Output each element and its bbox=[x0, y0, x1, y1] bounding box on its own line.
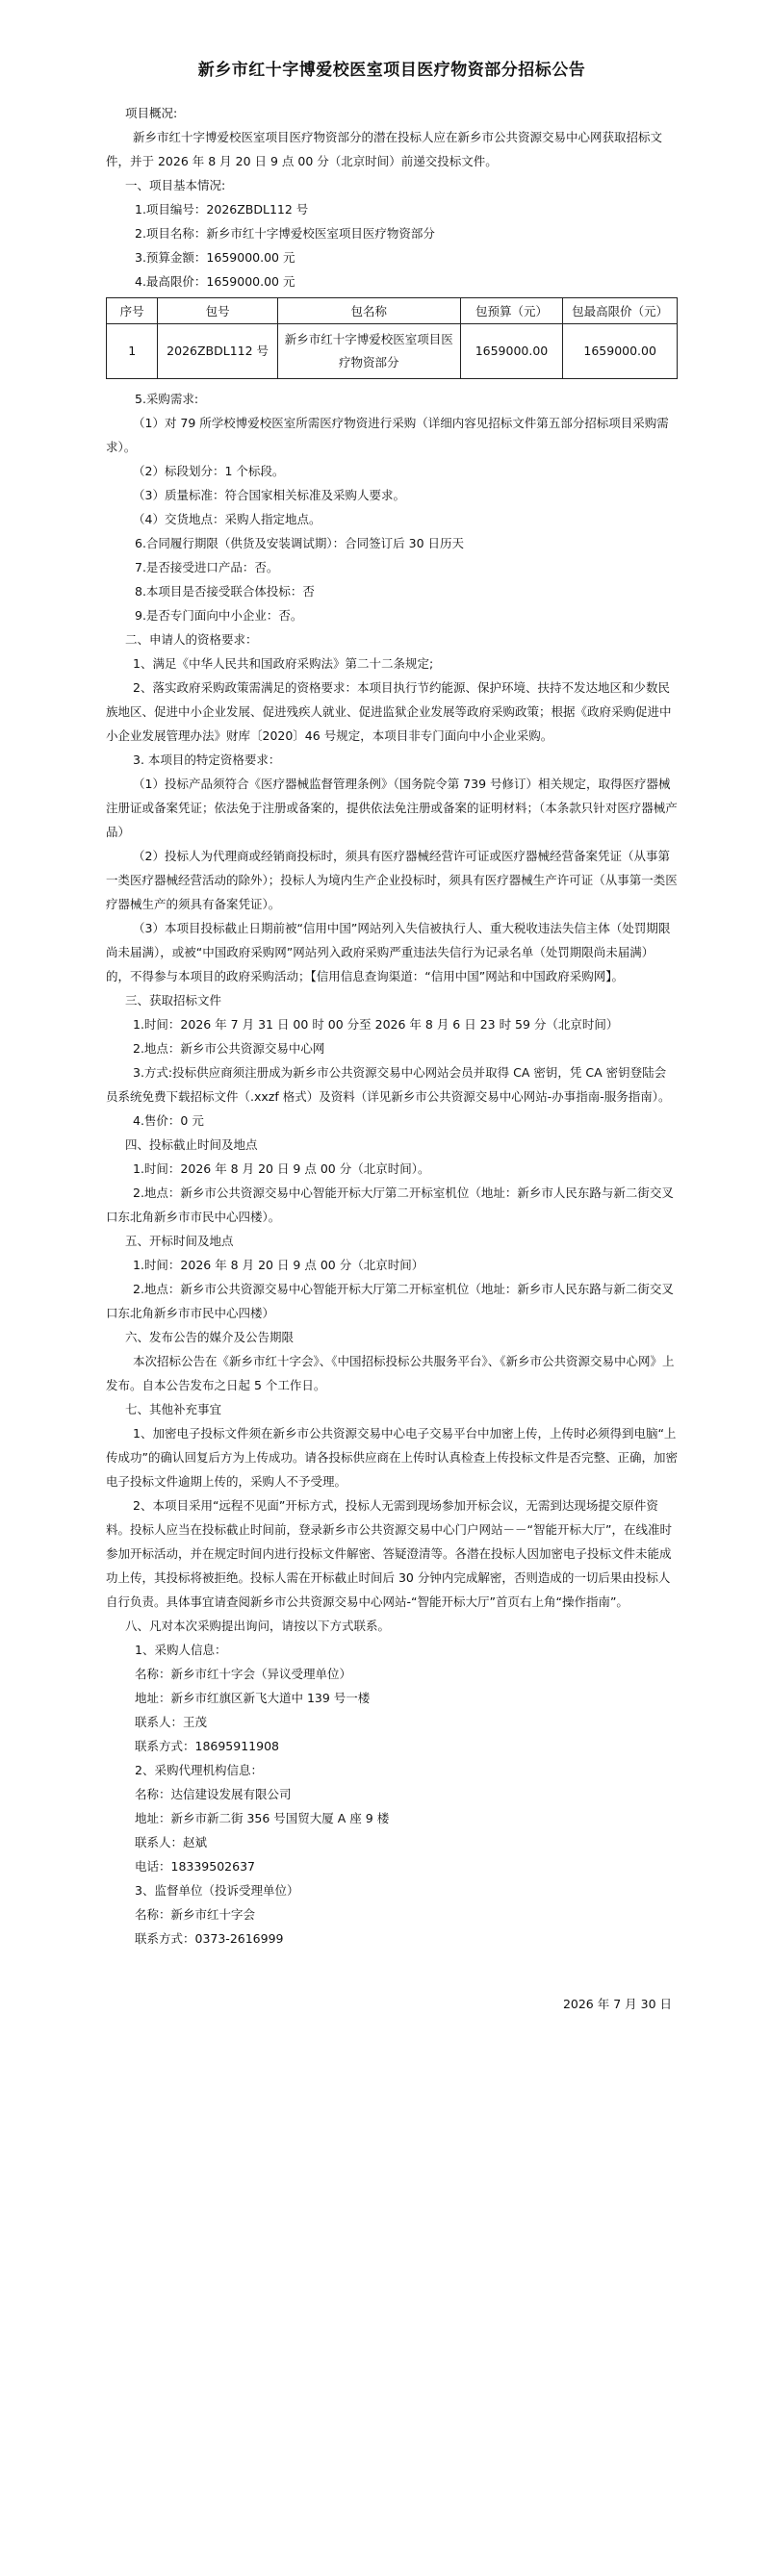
cell-col-index: 1 bbox=[107, 324, 158, 379]
paragraph: 八、凡对本次采购提出询问，请按以下方式联系。 bbox=[125, 1619, 391, 1633]
paragraph: 2.项目名称：新乡市红十字博爱校医室项目医疗物资部分 bbox=[135, 226, 435, 241]
table-row bbox=[107, 324, 678, 379]
paragraph: 新乡市红十字博爱校医室项目医疗物资部分的潜在投标人应在新乡市公共资源交易中心网获取招标文件，并于 2026 年 8 月 20 日 9 点 00 分（北京时间）前递交投标文件。 bbox=[106, 130, 663, 168]
paragraph: 3.方式:投标供应商须注册成为新乡市公共资源交易中心网站会员并取得 CA 密钥，凭 CA 密钥登陆会员系统免费下载招标文件（.xxzf 格式）及资料（详见新乡市公共资源交易中心网站-办事指南-服务指南）。 bbox=[106, 1065, 671, 1104]
paragraph: （1）投标产品须符合《医疗器械监督管理条例》（国务院令第 739 号修订）相关规定，取得医疗器械注册证或备案凭证；依法免于注册或备案的，提供依法免注册或备案的证明材料；（本条款只针对医疗器械产品） bbox=[106, 777, 678, 839]
section-details bbox=[106, 387, 678, 1951]
paragraph: （1）对 79 所学校博爱校医室所需医疗物资进行采购（详细内容见招标文件第五部分招标项目采购需求）。 bbox=[106, 416, 669, 454]
paragraph: 2、本项目采用“远程不见面”开标方式，投标人无需到现场参加开标会议，无需到达现场提交原件资料。投标人应当在投标截止时间前，登录新乡市公共资源交易中心门户网站－－“智能开标大厅”，在线准时参加开标活动，并在规定时间内进行投标文件解密、答疑澄清等。各潜在投标人因加密电子投标文件未能成功上传，其投标将被拒绝。投标人需在开标截止时间后 30 分钟内完成解密，否则造成的一切后果由投标人自行负责。具体事宜请查阅新乡市公共资源交易中心网站-“智能开标大厅”首页右上角“操作指南”。 bbox=[106, 1498, 672, 1609]
paragraph: （3）本项目投标截止日期前被“信用中国”网站列入失信被执行人、重大税收违法失信主体（处罚期限尚未届满），或被“中国政府采购网”网站列入政府采购严重违法失信行为记录名单（处罚期限尚未届满）的，不得参与本项目的政府采购活动；【信用信息查询渠道：“信用中国”网站和中国政府采购网】。 bbox=[106, 921, 671, 983]
paragraph: （3）质量标准：符合国家相关标准及采购人要求。 bbox=[133, 488, 405, 502]
package-table bbox=[106, 297, 678, 379]
paragraph: 3.预算金额：1659000.00 元 bbox=[135, 250, 295, 265]
header-col-budget: 包预算（元） bbox=[460, 298, 563, 324]
paragraph: 2.地点：新乡市公共资源交易中心智能开标大厅第二开标室机位（地址：新乡市人民东路与新二街交叉口东北角新乡市市民中心四楼）。 bbox=[106, 1186, 674, 1224]
paragraph: 3. 本项目的特定资格要求： bbox=[133, 752, 281, 767]
header-col-package-no: 包号 bbox=[158, 298, 278, 324]
paragraph: 4.最高限价：1659000.00 元 bbox=[135, 274, 295, 289]
table-body bbox=[107, 324, 678, 379]
paragraph: 名称：新乡市红十字会 bbox=[135, 1907, 256, 1922]
paragraph: 9.是否专门面向中小企业：否。 bbox=[135, 608, 303, 623]
paragraph: 1.时间：2026 年 8 月 20 日 9 点 00 分（北京时间）。 bbox=[133, 1161, 430, 1176]
paragraph: 电话：18339502637 bbox=[135, 1859, 255, 1874]
publish-date: 2026 年 7 月 30 日 bbox=[562, 1997, 672, 2011]
paragraph: 6.合同履行期限（供货及安装调试期）：合同签订后 30 日历天 bbox=[135, 536, 465, 550]
paragraph: （4）交货地点：采购人指定地点。 bbox=[133, 512, 321, 526]
paragraph: 联系人：王茂 bbox=[135, 1715, 208, 1729]
paragraph: （2）投标人为代理商或经销商投标时，须具有医疗器械经营许可证或医疗器械经营备案凭证（从事第一类医疗器械经营活动的除外）；投标人为境内生产企业投标时，须具有医疗器械生产许可证（从事第一类医疗器械生产的须具有备案凭证）。 bbox=[106, 849, 678, 911]
paragraph: 联系方式：18695911908 bbox=[135, 1739, 279, 1753]
paragraph: 联系人：赵斌 bbox=[135, 1835, 208, 1849]
paragraph: 3、监督单位（投诉受理单位） bbox=[135, 1883, 299, 1898]
paragraph: 联系方式：0373-2616999 bbox=[135, 1931, 284, 1946]
paragraph: 本次招标公告在《新乡市红十字会》、《中国招标投标公共服务平台》、《新乡市公共资源交易中心网》上发布。自本公告发布之日起 5 个工作日。 bbox=[106, 1354, 675, 1392]
table-header-row bbox=[107, 298, 678, 324]
paragraph: 一、项目基本情况: bbox=[125, 178, 226, 192]
paragraph: 1、加密电子投标文件须在新乡市公共资源交易中心电子交易平台中加密上传，上传时必须得到电脑“上传成功”的确认回复后方为上传成功。请各投标供应商在上传时认真检查上传投标文件是否完整、正确，加密电子投标文件逾期上传的，采购人不予受理。 bbox=[106, 1426, 678, 1489]
paragraph: 4.售价：0 元 bbox=[133, 1113, 204, 1128]
paragraph: 8.本项目是否接受联合体投标：否 bbox=[135, 584, 315, 599]
paragraph: 2.地点：新乡市公共资源交易中心智能开标大厅第二开标室机位（地址：新乡市人民东路与新二街交叉口东北角新乡市市民中心四楼） bbox=[106, 1282, 674, 1320]
paragraph: 四、投标截止时间及地点 bbox=[125, 1137, 258, 1152]
cell-col-budget: 1659000.00 bbox=[460, 324, 563, 379]
header-col-index: 序号 bbox=[107, 298, 158, 324]
paragraph: 地址：新乡市红旗区新飞大道中 139 号一楼 bbox=[135, 1691, 371, 1705]
cell-col-max-price: 1659000.00 bbox=[563, 324, 678, 379]
paragraph: 2.地点：新乡市公共资源交易中心网 bbox=[133, 1041, 325, 1056]
document-title: 新乡市红十字博爱校医室项目医疗物资部分招标公告 bbox=[197, 61, 586, 80]
section-overview bbox=[106, 101, 678, 293]
paragraph: 七、其他补充事宜 bbox=[125, 1402, 222, 1416]
header-col-max-price: 包最高限价（元） bbox=[563, 298, 678, 324]
paragraph: 1.时间：2026 年 8 月 20 日 9 点 00 分（北京时间） bbox=[133, 1258, 424, 1272]
paragraph: 1.时间：2026 年 7 月 31 日 00 时 00 分至 2026 年 8 月 6 日 23 时 59 分（北京时间） bbox=[133, 1017, 619, 1032]
paragraph: 7.是否接受进口产品：否。 bbox=[135, 560, 279, 574]
paragraph: 1、满足《中华人民共和国政府采购法》第二十二条规定; bbox=[133, 656, 434, 671]
paragraph: 地址：新乡市新二街 356 号国贸大厦 A 座 9 楼 bbox=[135, 1811, 390, 1825]
paragraph: 名称：新乡市红十字会（异议受理单位） bbox=[135, 1667, 352, 1681]
paragraph: 1、采购人信息： bbox=[135, 1643, 227, 1657]
paragraph: 三、获取招标文件 bbox=[125, 993, 222, 1007]
paragraph: 1.项目编号：2026ZBDL112 号 bbox=[135, 202, 309, 217]
header-col-package-name: 包名称 bbox=[277, 298, 460, 324]
paragraph: 二、申请人的资格要求： bbox=[125, 632, 258, 647]
paragraph: 项目概况: bbox=[125, 106, 178, 120]
paragraph: 2、落实政府采购政策需满足的资格要求：本项目执行节约能源、保护环境、扶持不发达地区和少数民族地区、促进中小企业发展、促进残疾人就业、促进监狱企业发展等政府采购政策；根据《政府采购促进中小企业发展管理办法》财库〔2020〕46 号规定，本项目非专门面向中小企业采购。 bbox=[106, 680, 672, 743]
paragraph: 名称：达信建设发展有限公司 bbox=[135, 1787, 292, 1801]
paragraph: 五、开标时间及地点 bbox=[125, 1234, 234, 1248]
cell-col-package-no: 2026ZBDL112 号 bbox=[158, 324, 278, 379]
paragraph: （2）标段划分：1 个标段。 bbox=[133, 464, 285, 478]
cell-col-package-name: 新乡市红十字博爱校医室项目医疗物资部分 bbox=[277, 324, 460, 379]
paragraph: 2、采购代理机构信息： bbox=[135, 1763, 263, 1777]
paragraph: 六、发布公告的媒介及公告期限 bbox=[125, 1330, 295, 1344]
paragraph: 5.采购需求: bbox=[135, 392, 199, 406]
